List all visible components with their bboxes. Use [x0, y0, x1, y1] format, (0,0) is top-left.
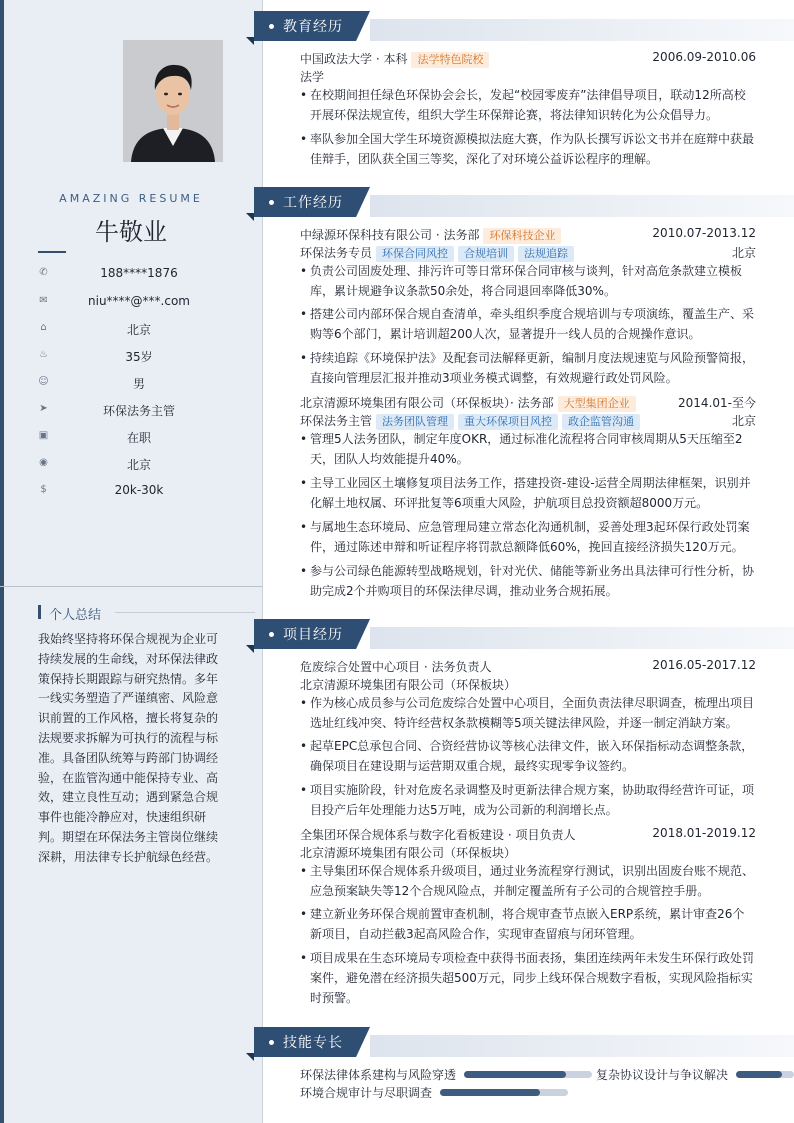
job-period: 2014.01-至今 — [678, 396, 756, 410]
list-item: • 管理5人法务团队，制定年度OKR，通过标准化流程将合同审核周期从5天压缩至2天，团队人均效能提升40%。 — [300, 432, 743, 466]
contact-info-item — [38, 454, 238, 474]
contact-info-text: 环保法务主管 — [102, 404, 175, 418]
skill-item — [596, 1065, 794, 1083]
contact-info-text: niu****@***.com — [88, 294, 190, 308]
list-item: • 作为核心成员参与公司危废综合处置中心项目，全面负责法律尽职调查，梳理出项目选址红线冲突、特许经营权条款模糊等5项关键法律风险，并逐一制定消缺方案。 — [300, 696, 755, 730]
section-header-work — [254, 187, 794, 217]
skill-bar-fill — [464, 1071, 566, 1078]
education-major-row — [300, 66, 756, 84]
name-underline — [38, 251, 66, 253]
section-title: 工作经历 — [283, 195, 343, 211]
school-name: 中国政法大学 · 本科 — [300, 52, 408, 66]
briefcase-icon: ▣ — [38, 430, 49, 441]
job-header — [300, 392, 756, 410]
money-icon: $ — [40, 484, 47, 495]
job-tag: 合规培训 — [458, 246, 514, 262]
job-role-row — [300, 242, 756, 260]
contact-info-item — [38, 481, 238, 501]
contact-info-text: 20k-30k — [114, 483, 164, 497]
job-company: 中绿源环保科技有限公司 · 法务部 — [300, 228, 480, 242]
job-city: 北京 — [731, 414, 756, 428]
contact-info-text: 北京 — [126, 323, 151, 337]
section-title: 项目经历 — [283, 627, 343, 643]
summary-text: 我始终坚持将环保合规视为企业可持续发展的生命线，对环保法律政策保持长期跟踪与研究热情。多年一线实务塑造了严谨缜密、风险意识前置的工作风格，擅长将复杂的法规要求拆解为可执行的流程与标准。具备团队统筹与跨部门协调经验，在监管沟通中能保持专业、高效，建立良性互动；遇到紧急合规事件也能冷静应对，快速组织研判。期望在环保法务主管岗位继续深耕，用法律专长护航绿色经营。 — [38, 632, 219, 864]
bullet-dot-icon — [269, 632, 274, 637]
list-item: • 搭建公司内部环保合规自查清单，牵头组织季度合规培训与专项演练，覆盖生产、采购等6个部门，累计培训超200人次，显著提升一线人员的合规操作意识。 — [300, 307, 755, 341]
face-icon: ☺ — [38, 376, 49, 387]
section-header-education — [254, 11, 794, 41]
job-city: 北京 — [731, 246, 756, 260]
mail-icon: ✉ — [39, 295, 48, 306]
education-header — [300, 48, 756, 66]
list-item: • 与属地生态环境局、应急管理局建立常态化沟通机制，妥善处理3起环保行政处罚案件，通过陈述申辩和听证程序将罚款总额降低60%，挽回直接经济损失120万元。 — [300, 520, 750, 554]
education-period: 2006.09-2010.06 — [652, 50, 756, 64]
skill-name: 环保法律体系建构与风险穿透 — [300, 1068, 457, 1082]
skill-name: 复杂协议设计与争议解决 — [596, 1068, 729, 1082]
project-org-row — [300, 674, 756, 692]
job-role-row — [300, 410, 756, 428]
job-tag: 重大环保项目风控 — [458, 414, 558, 430]
bullet-dot-icon — [269, 200, 274, 205]
job-role: 环保法务主管 — [300, 414, 373, 428]
sidebar — [0, 0, 263, 1123]
location-icon: ◉ — [39, 457, 48, 468]
resume-tagline: AMAZING RESUME — [59, 192, 203, 205]
contact-info-item — [38, 346, 238, 366]
education-major: 法学 — [300, 70, 325, 84]
section-title: 技能专长 — [283, 1035, 343, 1051]
contact-info-item — [38, 373, 238, 393]
cake-icon: ♨ — [39, 349, 48, 360]
list-item: • 起草EPC总承包合同、合资经营协议等核心法律文件，嵌入环保指标动态调整条款，确保项目在建设期与运营期双重合规，最终实现零争议签约。 — [300, 739, 754, 773]
sidebar-divider — [0, 586, 262, 587]
job-header — [300, 224, 756, 242]
bullet-dot-icon — [269, 24, 274, 29]
section-header-projects — [254, 619, 794, 649]
contact-info-item — [38, 400, 238, 420]
skill-item — [300, 1065, 592, 1083]
summary-heading-line — [115, 612, 255, 613]
list-item: • 主导工业园区土壤修复项目法务工作，搭建投资-建设-运营全周期法律框架，识别并化解土地权属、环评批复等6项重大风险，护航项目总投资额超8000万元。 — [300, 476, 751, 510]
contact-info-item — [38, 292, 238, 312]
summary-heading-bar — [38, 605, 41, 619]
contact-info-text: 北京 — [126, 458, 151, 472]
list-item: • 持续追踪《环境保护法》及配套司法解释更新，编制月度法规速览与风险预警简报，直接向管理层汇报并推动3项业务模式调整，有效规避行政处罚风险。 — [300, 351, 755, 385]
project-name: 危废综合处置中心项目 · 法务负责人 — [300, 660, 492, 674]
contact-info-text: 188****1876 — [100, 266, 178, 280]
job-period: 2010.07-2013.12 — [652, 226, 756, 240]
skill-bar — [440, 1089, 568, 1096]
job-tag: 环保合同风控 — [376, 246, 454, 262]
project-org-row — [300, 842, 756, 860]
list-item: • 项目成果在生态环境局专项检查中获得书面表扬，集团连续两年未发生环保行政处罚案件，避免潜在经济损失超500万元，同步上线环保合规数字看板，实现风险指标实时预警。 — [300, 951, 755, 1005]
skill-bar — [464, 1071, 592, 1078]
person-name: 牛敬业 — [95, 218, 167, 246]
job-company: 北京清源环境集团有限公司（环保板块）· 法务部 — [300, 396, 554, 410]
list-item: • 率队参加全国大学生环境资源模拟法庭大赛，作为队长撰写诉讼文书并在庭辩中获最佳辩手，团队获全国三等奖，深化了对环境公益诉讼程序的理解。 — [300, 132, 755, 166]
home-icon: ⌂ — [40, 322, 47, 333]
contact-info-item — [38, 264, 238, 284]
contact-info-text: 在职 — [126, 431, 151, 445]
project-org: 北京清源环境集团有限公司（环保板块） — [300, 846, 517, 860]
skill-name: 环境合规审计与尽职调查 — [300, 1086, 433, 1100]
job-tag: 法规追踪 — [518, 246, 574, 262]
list-item: • 负责公司固废处理、排污许可等日常环保合同审核与谈判，针对高危条款建立模板库，累计规避争议条款50余处，将合同退回率降低30%。 — [300, 264, 743, 298]
section-title: 教育经历 — [283, 19, 343, 35]
contact-info-item — [38, 319, 238, 339]
skill-bar-fill — [736, 1071, 782, 1078]
sidebar-accent-stripe — [0, 0, 4, 1123]
skill-bar-fill — [440, 1089, 540, 1096]
skill-bar — [736, 1071, 794, 1078]
contact-info-text: 男 — [132, 377, 145, 391]
contact-info-text: 35岁 — [125, 350, 153, 364]
skill-item — [300, 1083, 568, 1101]
phone-icon: ✆ — [39, 267, 48, 278]
list-item: • 在校期间担任绿色环保协会会长，发起“校园零废弃”法律倡导项目，联动12所高校开展环保法规宣传，组织大学生环保辩论赛，将法律知识转化为公众倡导力。 — [300, 88, 746, 122]
project-name: 全集团环保合规体系与数字化看板建设 · 项目负责人 — [300, 828, 576, 842]
job-role: 环保法务专员 — [300, 246, 373, 260]
company-badge: 环保科技企业 — [483, 228, 561, 244]
project-org: 北京清源环境集团有限公司（环保板块） — [300, 678, 517, 692]
contact-info-item — [38, 427, 238, 447]
project-period: 2018.01-2019.12 — [652, 826, 756, 840]
list-item: • 建立新业务环保合规前置审查机制，将合规审查节点嵌入ERP系统，累计审查26个新项目，自动拦截3起高风险合作，实现审查留痕与闭环管理。 — [300, 907, 745, 941]
section-header-skills — [254, 1027, 794, 1057]
profile-photo — [123, 40, 223, 162]
project-period: 2016.05-2017.12 — [652, 658, 756, 672]
list-item: • 参与公司绿色能源转型战略规划，针对光伏、储能等新业务出具法律可行性分析，协助完成2个并购项目的环保法律尽调，推动业务合规拓展。 — [300, 564, 755, 598]
project-header — [300, 824, 756, 842]
job-tag: 法务团队管理 — [376, 414, 454, 430]
project-header — [300, 656, 756, 674]
send-icon: ➤ — [39, 403, 48, 414]
summary-heading — [38, 603, 228, 621]
list-item: • 项目实施阶段，针对危废名录调整及时更新法律合规方案，协助取得经营许可证，项目投产后年处理能力达5万吨，成为公司新的利润增长点。 — [300, 783, 755, 817]
school-badge: 法学特色院校 — [411, 52, 489, 68]
company-badge: 大型集团企业 — [558, 396, 636, 412]
job-tag: 政企监管沟通 — [562, 414, 640, 430]
list-item: • 主导集团环保合规体系升级项目，通过业务流程穿行测试，识别出固废台账不规范、应急预案缺失等12个合规风险点，并制定覆盖所有子公司的合规管控手册。 — [300, 864, 755, 898]
bullet-dot-icon — [269, 1040, 274, 1045]
summary-title: 个人总结 — [49, 608, 102, 623]
